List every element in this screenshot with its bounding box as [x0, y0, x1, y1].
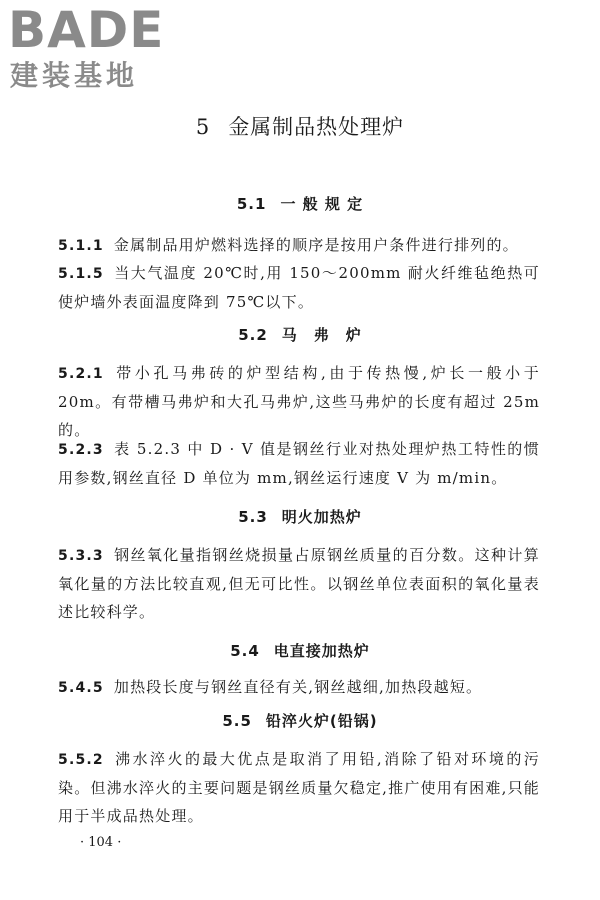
chapter-title-text: 金属制品热处理炉 [228, 115, 405, 139]
clause-number: 5.4.5 [58, 680, 104, 696]
section-title: 电直接加热炉 [273, 642, 370, 660]
clause-number: 5.5.2 [58, 752, 104, 768]
section-number: 5.5 [222, 712, 252, 730]
section-title: 明火加热炉 [281, 508, 362, 526]
clause-number: 5.3.3 [58, 548, 104, 564]
chapter-title [0, 112, 600, 142]
section-number: 5.4 [230, 642, 260, 660]
section-title: 一 般 规 定 [280, 195, 364, 213]
section-number: 5.3 [238, 508, 268, 526]
paragraph-5-1-1 [58, 231, 540, 260]
clause-text: 带小孔马弗砖的炉型结构,由于传热慢,炉长一般小于 20m。有带槽马弗炉和大孔马弗炉,这些马弗炉的长度有超过 25m 的。 [58, 364, 540, 439]
clause-number: 5.2.1 [58, 366, 104, 382]
paragraph-5-2-3 [58, 435, 540, 492]
clause-text: 当大气温度 20℃时,用 150～200mm 耐火纤维毡绝热可使炉墙外表面温度降到 75℃以下。 [58, 264, 540, 311]
clause-text: 钢丝氧化量指钢丝烧损量占原钢丝质量的百分数。这种计算氧化量的方法比较直观,但无可比性。以钢丝单位表面积的氧化量表述比较科学。 [58, 546, 540, 621]
section-heading-5-2 [0, 323, 600, 347]
section-heading-5-5 [0, 709, 600, 733]
section-heading-5-3 [0, 505, 600, 529]
chapter-number: 5 [195, 115, 211, 139]
paragraph-5-3-3 [58, 541, 540, 626]
clause-number: 5.1.1 [58, 238, 104, 254]
clause-number: 5.2.3 [58, 442, 104, 458]
logo-brand: BADE [8, 1, 165, 59]
page-number: · 104 · [80, 835, 122, 850]
paragraph-5-4-5 [58, 673, 540, 702]
section-number: 5.1 [236, 195, 267, 213]
clause-text: 沸水淬火的最大优点是取消了用铅,消除了铅对环境的污染。但沸水淬火的主要问题是钢丝质量欠稳定,推广使用有困难,只能用于半成品热处理。 [58, 750, 540, 825]
clause-number: 5.1.5 [58, 266, 104, 282]
section-heading-5-1 [0, 192, 600, 216]
paragraph-5-5-2 [58, 745, 540, 830]
section-title: 马 弗 炉 [281, 326, 362, 344]
clause-text: 金属制品用炉燃料选择的顺序是按用户条件进行排列的。 [113, 236, 519, 254]
logo-subtitle: 建装基地 [10, 59, 139, 92]
clause-text: 表 5.2.3 中 D · V 值是钢丝行业对热处理炉热工特性的惯用参数,钢丝直径 D 单位为 mm,钢丝运行速度 V 为 m/min。 [58, 440, 540, 487]
clause-text: 加热段长度与钢丝直径有关,钢丝越细,加热段越短。 [113, 678, 483, 696]
section-title: 铅淬火炉(铅锅) [265, 712, 378, 730]
section-heading-5-4 [0, 639, 600, 663]
bade-logo [8, 2, 178, 97]
paragraph-5-1-5 [58, 259, 540, 316]
section-number: 5.2 [238, 326, 268, 344]
paragraph-5-2-1 [58, 359, 540, 444]
